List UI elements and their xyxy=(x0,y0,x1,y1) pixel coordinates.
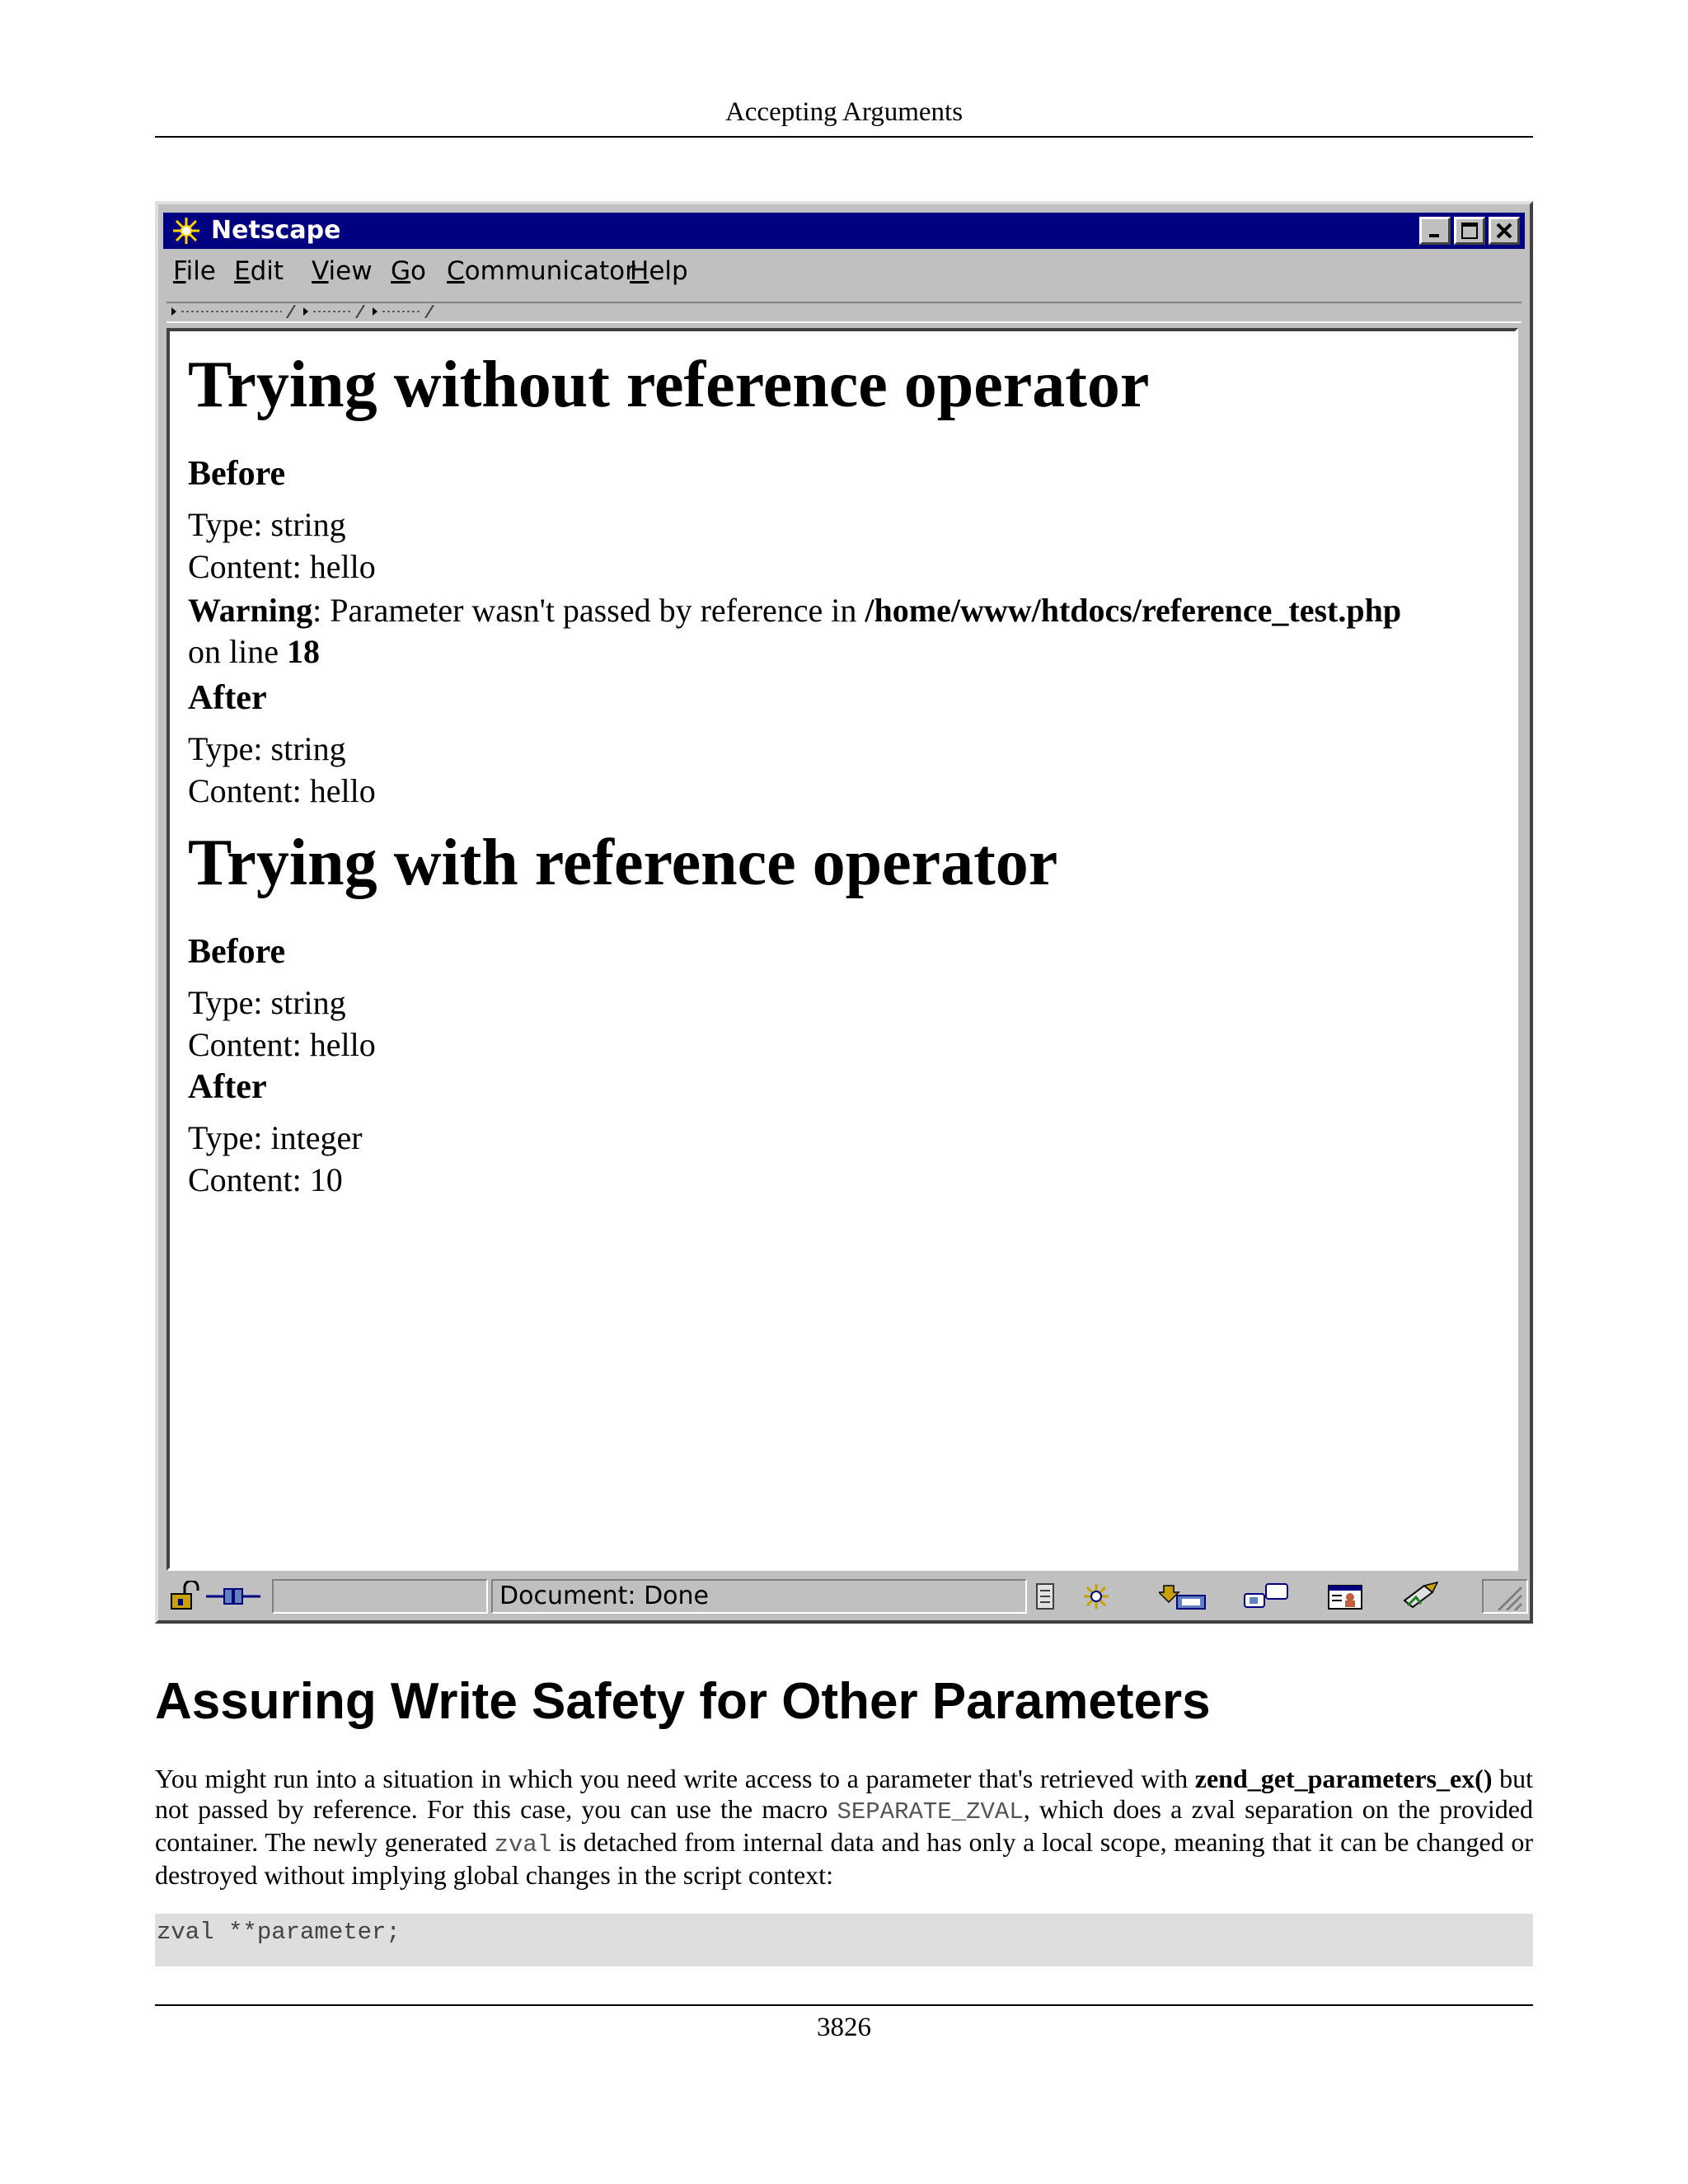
menu-edit[interactable]: Edit xyxy=(234,256,284,286)
address-book-icon[interactable] xyxy=(1325,1581,1367,1612)
warning-label: Warning xyxy=(188,592,313,629)
inbox-icon[interactable] xyxy=(1159,1581,1208,1612)
warning-line xyxy=(188,631,320,673)
resize-grip[interactable] xyxy=(1482,1579,1528,1614)
macro-name: SEPARATE_ZVAL xyxy=(837,1798,1024,1825)
status-text: Document: Done xyxy=(499,1582,709,1610)
body-paragraph xyxy=(155,1764,1533,1891)
close-button[interactable] xyxy=(1489,217,1520,245)
close-icon xyxy=(1495,222,1513,240)
paragraph-text-1: You might run into a situation in which you need write access to a parameter that's retrieved with xyxy=(155,1764,1195,1793)
menu-go[interactable]: Go xyxy=(391,256,426,286)
content-line-4: Content: 10 xyxy=(188,1161,343,1198)
page-number: 3826 xyxy=(817,2013,871,2042)
code-block: zval **parameter; xyxy=(155,1914,1533,1966)
warning-line-number: 18 xyxy=(286,633,320,670)
content-line-1: Content: hello xyxy=(188,548,376,585)
heading-before-2: Before xyxy=(188,933,286,971)
netscape-window xyxy=(155,201,1533,1624)
security-lock-icon[interactable] xyxy=(166,1581,203,1612)
menu-view[interactable]: View xyxy=(312,256,373,286)
menu-bar xyxy=(163,251,1525,292)
navigator-icon[interactable] xyxy=(1078,1581,1114,1612)
status-message-cell xyxy=(491,1579,1027,1614)
window-title: Netscape xyxy=(211,216,341,245)
paragraph-text-2: but not passed by reference. For this case, you can use the macro xyxy=(155,1764,1534,1824)
netscape-logo-icon xyxy=(170,216,203,246)
toolbar-tab-location[interactable] xyxy=(298,305,368,318)
menu-file[interactable]: File xyxy=(173,256,216,286)
minimize-icon xyxy=(1427,223,1443,239)
heading-after-1: After xyxy=(188,679,267,717)
function-name: zend_get_parameters_ex() xyxy=(1194,1764,1493,1793)
zval-term: zval xyxy=(494,1831,552,1858)
type-line-2: Type: string xyxy=(188,730,346,767)
running-header: Accepting Arguments xyxy=(724,97,964,127)
menu-communicator[interactable]: Communicator xyxy=(447,256,635,286)
title-bar[interactable] xyxy=(163,213,1525,249)
maximize-icon xyxy=(1461,222,1479,240)
heading-after-2: After xyxy=(188,1068,267,1106)
toolbar-tab-navigation[interactable] xyxy=(166,305,298,318)
minimize-button[interactable] xyxy=(1419,217,1451,245)
progress-indicator xyxy=(272,1579,488,1614)
type-line-4: Type: integer xyxy=(188,1119,363,1156)
discussions-icon[interactable] xyxy=(1241,1581,1294,1612)
warning-text: : Parameter wasn't passed by reference in xyxy=(312,592,865,629)
warning-path: /home/www/htdocs/reference_test.php xyxy=(865,592,1402,629)
maximize-button[interactable] xyxy=(1454,217,1485,245)
collapsed-toolbars xyxy=(166,302,1522,323)
header-rule xyxy=(155,136,1533,138)
resize-grip-icon xyxy=(1484,1581,1525,1610)
warning-message xyxy=(188,590,1401,631)
footer-rule xyxy=(155,2004,1533,2006)
menu-help[interactable]: Help xyxy=(630,256,688,286)
status-bar xyxy=(163,1576,1525,1617)
type-line-1: Type: string xyxy=(188,506,346,543)
connection-plug-icon[interactable] xyxy=(204,1581,262,1612)
composer-icon[interactable] xyxy=(1400,1581,1444,1612)
heading-before-1: Before xyxy=(188,455,286,493)
type-line-3: Type: string xyxy=(188,984,346,1021)
paragraph-text-4: is detached from internal data and has only a local scope, meaning that it can be changed or destroyed without implying global changes in the script context: xyxy=(155,1827,1534,1890)
content-line-2: Content: hello xyxy=(188,772,376,809)
section-heading: Assuring Write Safety for Other Parameters xyxy=(155,1673,1211,1730)
heading-without-reference: Trying without reference operator xyxy=(188,349,1150,421)
toolbar-tab-personal[interactable] xyxy=(368,305,437,318)
heading-with-reference: Trying with reference operator xyxy=(188,827,1058,899)
content-line-3: Content: hello xyxy=(188,1026,376,1063)
component-bar-icon[interactable] xyxy=(1034,1581,1058,1612)
warning-line-prefix: on line xyxy=(188,633,287,670)
page-content xyxy=(166,328,1518,1571)
paragraph-text-3: , which does a zval separation on the provided container. The newly generated xyxy=(155,1794,1534,1857)
